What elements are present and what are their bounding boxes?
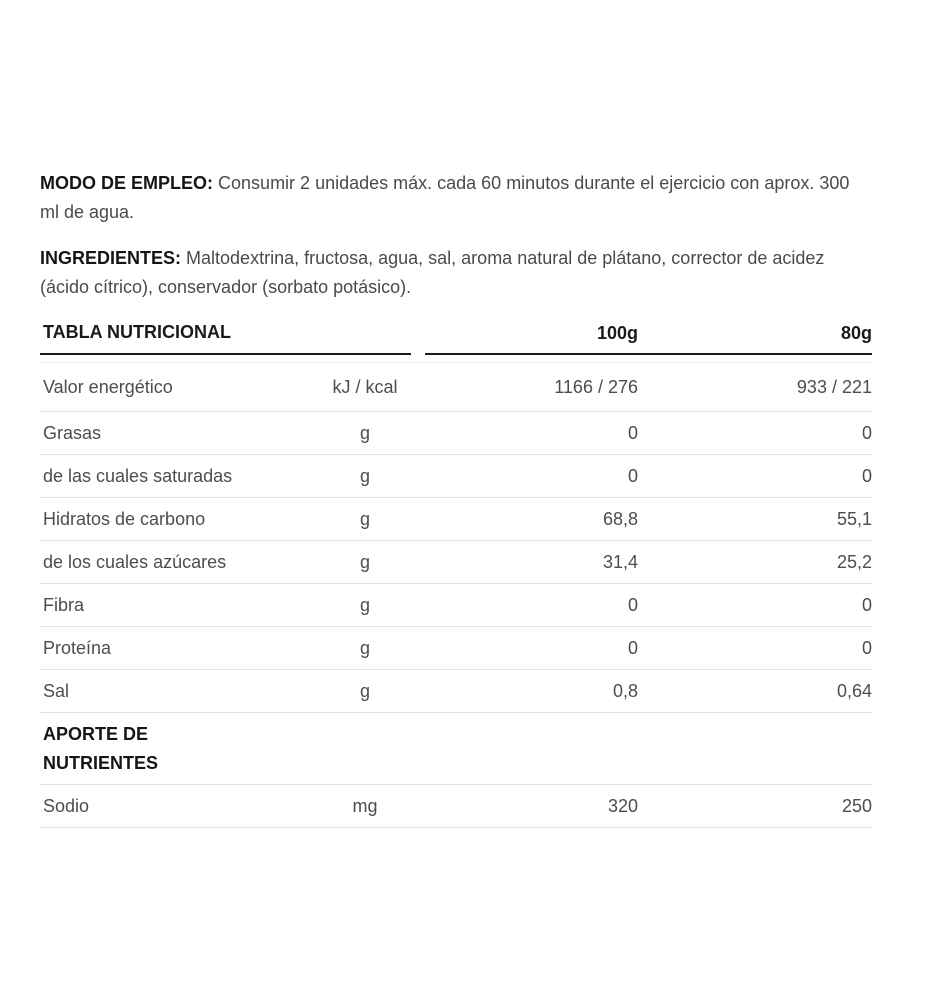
- row-value-80g: 0: [861, 465, 872, 486]
- nutrition-table: [40, 322, 872, 828]
- product-info-content: [40, 169, 872, 828]
- row-value-100g: 0: [627, 465, 638, 486]
- ingredients-text: Maltodextrina, fructosa, agua, sal, aroma natural de plátano, corrector de acidez (ácido cítrico), conservador (sorbato potásico).: [40, 248, 825, 297]
- row-value-80g: 0: [861, 637, 872, 658]
- table-section-nutrients: [40, 713, 872, 785]
- row-value-100g: 68,8: [602, 508, 638, 529]
- row-value-100g: 1166 / 276: [554, 376, 638, 397]
- table-row-carbohydrates: [40, 498, 872, 541]
- row-label: Valor energético: [43, 376, 173, 397]
- row-value-100g: 0: [627, 422, 638, 443]
- table-row-protein: [40, 627, 872, 670]
- table-row-fiber: [40, 584, 872, 627]
- row-value-80g: 250: [841, 795, 872, 816]
- table-header-columns: [425, 323, 872, 355]
- row-unit: g: [359, 680, 370, 701]
- row-unit: g: [359, 422, 370, 443]
- row-value-100g: 0,8: [612, 680, 638, 701]
- row-value-80g: 0: [861, 422, 872, 443]
- row-unit: kJ / kcal: [332, 376, 398, 397]
- usage-label: MODO DE EMPLEO:: [40, 173, 214, 193]
- row-unit: g: [359, 465, 370, 486]
- row-label: Hidratos de carbono: [43, 508, 206, 529]
- row-unit: g: [359, 637, 370, 658]
- table-row-energy: [40, 363, 872, 412]
- row-value-80g: 0: [861, 594, 872, 615]
- table-row-fat: [40, 412, 872, 455]
- nutrition-table-body: [40, 362, 872, 828]
- row-unit: g: [359, 508, 370, 529]
- ingredients-paragraph: [40, 244, 872, 302]
- row-label: de las cuales saturadas: [43, 465, 233, 486]
- row-value-100g: 0: [627, 637, 638, 658]
- row-unit: mg: [352, 795, 378, 816]
- table-row-salt: [40, 670, 872, 713]
- row-label: Fibra: [43, 594, 85, 615]
- table-row-sodium: [40, 785, 872, 828]
- row-value-80g: 933 / 221: [796, 376, 872, 397]
- row-value-100g: 31,4: [602, 551, 638, 572]
- row-value-80g: 0,64: [836, 680, 872, 701]
- usage-text: Consumir 2 unidades máx. cada 60 minutos durante el ejercicio con aprox. 300 ml de agua.: [40, 173, 850, 222]
- row-label: Sodio: [43, 795, 90, 816]
- section-header: APORTE DE NUTRIENTES: [43, 723, 159, 773]
- table-title-cell: [40, 322, 411, 355]
- table-row-sugars: [40, 541, 872, 584]
- usage-paragraph: [40, 169, 872, 227]
- col-header-100g: 100g: [596, 323, 638, 343]
- row-label: Proteína: [43, 637, 112, 658]
- table-row-saturated-fat: [40, 455, 872, 498]
- ingredients-label: INGREDIENTES:: [40, 248, 182, 268]
- row-value-80g: 55,1: [836, 508, 872, 529]
- row-label: de los cuales azúcares: [43, 551, 227, 572]
- row-label: Grasas: [43, 422, 102, 443]
- col-header-80g: 80g: [840, 323, 872, 343]
- nutrition-table-header: [40, 322, 872, 355]
- row-value-100g: 320: [607, 795, 638, 816]
- row-value-100g: 0: [627, 594, 638, 615]
- row-unit: g: [359, 594, 370, 615]
- table-title: TABLA NUTRICIONAL: [43, 322, 231, 342]
- row-label: Sal: [43, 680, 70, 701]
- row-value-80g: 25,2: [836, 551, 872, 572]
- row-unit: g: [359, 551, 370, 572]
